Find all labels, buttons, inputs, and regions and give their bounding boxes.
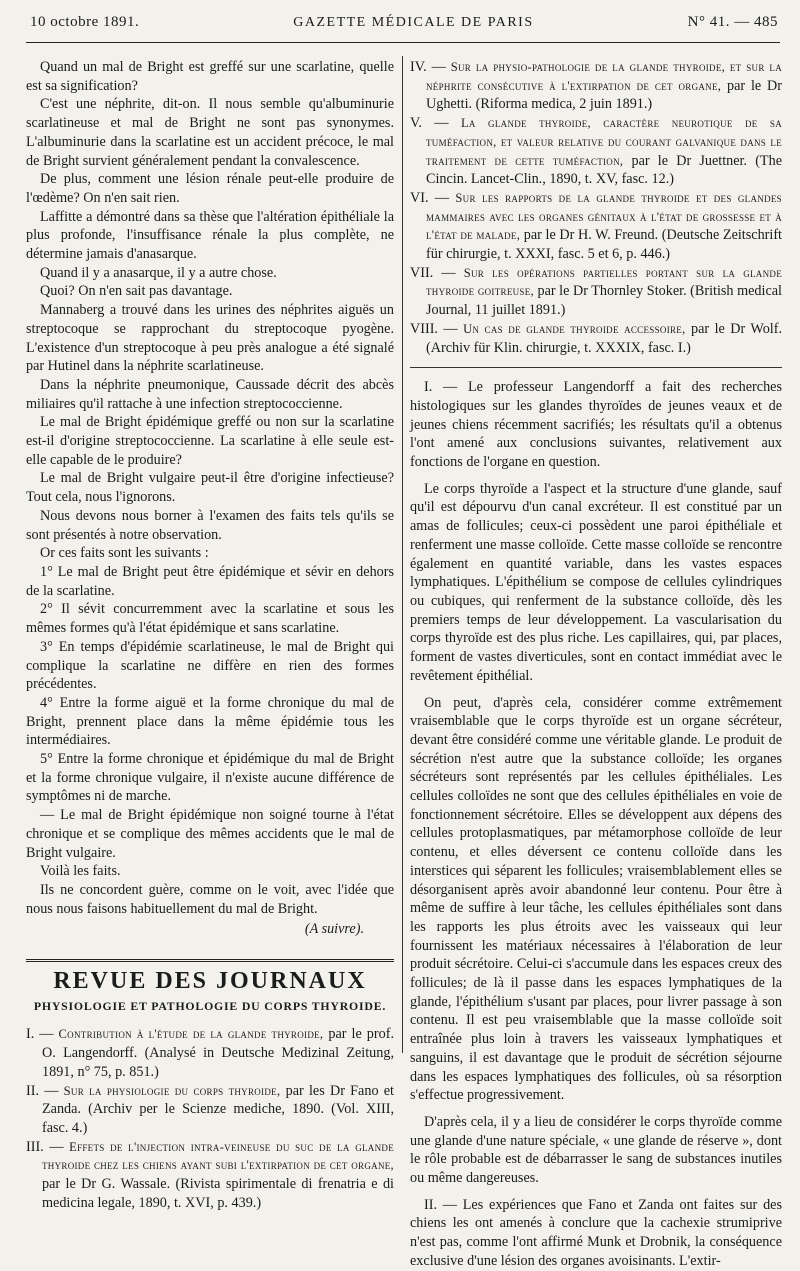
reference-source: par le Dr Thornley Stoker. (British medical Journal, 11 juillet 1891.) [426, 283, 782, 319]
section-rule [26, 959, 394, 962]
paragraph: Quand un mal de Bright est greffé sur une scarlatine, quelle est sa signification? [26, 59, 394, 94]
reference-source: par le prof. O. Langendorff. (Analysé in Deutsche Medizinal Zeitung, 1891, n° 75, p. 851.) [42, 1026, 394, 1080]
paragraph: D'après cela, il y a lieu de considérer le corps thyroïde comme une glande d'une nature spéciale, « une glande de réserve », dont le rôle probable est de débarrasser le sang de substances inutiles ou même dangereuses. [410, 1113, 782, 1187]
reference-number: VI. — [410, 189, 456, 206]
reference-title: Contribution à l'étude de la glande thyroide, [58, 1027, 324, 1042]
paragraph: C'est une néphrite, dit-on. Il nous semble qu'albuminurie scarlatineuse et mal de Bright ne sont pas synonymes. L'albuminurie dans la scarlatine est un accident précoce, le mal de Bright survient généralement pendant la convalescence. [26, 96, 394, 169]
paragraph: De plus, comment une lésion rénale peut-elle produire de l'œdème? On n'en sait rien. [26, 171, 394, 206]
left-column [26, 58, 395, 1211]
paragraph: — Le mal de Bright épidémique non soigné tourne à l'état chronique et se complique des mêmes accidents que le mal de Bright vulgaire. [26, 807, 394, 861]
paragraph: Or ces faits sont les suivants : [40, 545, 209, 562]
reference-number: IV. — [410, 59, 451, 75]
paragraph: On peut, d'après cela, considérer comme extrêmement vraisemblable que le corps thyroïde est un organe sécréteur, devant être considéré comme une véritable glande. Le produit de sécrétion n'est autre que la substance colloïde; les organes sécréteurs sont représentés par les cellules épithéliales. Les cellules colloïdes ne sont que des cellules épithéliales en voie de fonctionnement sécrétoire. Elles se développent aux dépens des cellules protoplasmatiques, par métamorphose colloïde de leur contenu, et elles déversent ce contenu colloïde dans les interstices qui séparent les follicules; vraisemblablement elles se désorganisent après avoir abandonné leur contenu. Pour être à même de suffire à leur tâche, les cellules épithéliales sont dans les rapports les plus étroits avec les vaisseaux qui leur fournissent les matériaux nécessaires à l'élaboration de leur produit sécrétoire. Celui-ci s'accumule dans les espaces creux des follicules; de là il passe dans les espaces lymphatiques de la glande, l'épithélium s'usant par places, pour livrer passage à son contenu. Il est peu vraisemblable que la masse colloïde soit entraînée plus loin à travers les vaisseaux lymphatiques et sanguins, il est davantage que le produit de sécrétion séjourne dans les espaces lymphatiques des follicules, où sa résorption s'effectue progressivement. [410, 694, 782, 1104]
reference-source: par le Dr H. W. Freund. (Deutsche Zeitschrift für chirurgie, t. XXXI, fasc. 5 et 6, p. 446.) [426, 227, 782, 263]
reference-entry [26, 1082, 394, 1138]
left-references [26, 1025, 394, 1212]
to-be-continued: (A suivre). [304, 921, 364, 938]
reference-title: Effets de l'injection intra-veineuse du suc de la glande thyroide chez les chiens ayant subi l'extirpation de cet organe, [42, 1139, 394, 1173]
reference-entry [26, 1138, 394, 1213]
paragraph: Voilà les faits. [40, 863, 121, 880]
reference-number: III. — [26, 1138, 70, 1155]
paragraph: II. — Les expériences que Fano et Zanda ont faites sur des chiens les ont amenés à conclure que la cachexie strumiprive n'est pas, comme l'ont affirmé Munk et Drobnik, la conséquence exclusive d'une lésion des organes avoisinants. L'extir- [410, 1196, 782, 1269]
reference-title: La glande thyroide, caractère neurotique de sa tuméfaction, et valeur relative du courant galvanique dans le traitement de cette tuméfaction, [426, 116, 782, 168]
paragraph: 5° Entre la forme chronique et épidémique du mal de Bright et la forme chronique vulgaire, il n'existe aucune différence de symptômes ni de marche. [26, 751, 394, 805]
reference-number: VII. — [410, 264, 464, 281]
column-divider [402, 56, 403, 1053]
paragraph: Le corps thyroïde a l'aspect et la structure d'une glande, sauf qu'il est dépourvu d'un canal excréteur. Il est constitué par un amas de follicules; ceux-ci possèdent une paroi épithéliale et renferment une masse colloïde. Cette masse colloïde se rencontre également en quantité variable, dans les vastes espaces lymphatiques. L'épithélium se compose de cellules cylindriques ou cubiques, qui renferment de la substance colloïde, dès les premiers temps de leur développement. La vascularisation du corps thyroïde est des plus riche. Les capillaires, qui, par places, forment de vastes diverticules, sont en contact immédiat avec le revêtement épithélial. [410, 480, 782, 684]
reference-entry [410, 264, 782, 320]
paragraph: Mannaberg a trouvé dans les urines des néphrites aiguës un streptocoque se rapprochant du streptocoque pyogène. L'existence d'un streptocoque à peu près analogue a été signalé par Hutinel dans la néphrite scarlatineuse. [26, 302, 394, 375]
paragraph: Laffitte a démontré dans sa thèse que l'altération épithéliale la plus profonde, l'insuffisance rénale la plus complète, ne détermine jamais d'anasarque. [26, 208, 394, 263]
reference-title: Sur la physiologie du corps thyroide, [63, 1083, 281, 1098]
journal-title: GAZETTE MÉDICALE DE PARIS [293, 15, 534, 30]
paragraph: Le mal de Bright épidémique greffé ou non sur la scarlatine est-il d'origine streptococcienne. La scarlatine à elle seule est-elle capable de le produire? [26, 414, 394, 468]
paragraph: 1° Le mal de Bright peut être épidémique et sévir en dehors de la scarlatine. [26, 563, 394, 599]
references-rule [410, 367, 782, 368]
reference-title: Sur les rapports de la glande thyroide et des glandes mammaires avec les organes génitaux à l'état de grossesse et à l'état de malade, [426, 190, 782, 243]
reference-number: VIII. — [410, 320, 464, 337]
header-rule [26, 42, 780, 43]
right-column [410, 58, 783, 1269]
reference-source: par le Dr Juettner. (The Cincin. Lancet-Clin., 1890, t. XV, fasc. 12.) [426, 152, 782, 188]
reference-entry [410, 320, 782, 357]
paragraph: 4° Entre la forme aiguë et la forme chronique du mal de Bright, prennent place dans la même épidémie tous les intermédiaires. [26, 694, 394, 749]
right-paragraphs [410, 378, 782, 1270]
reference-title: Sur la physio-pathologie de la glande thyroide, et sur la néphrite consécutive à l'extirpation de cet organe, [426, 60, 783, 93]
right-references [410, 58, 782, 357]
reference-source: par le Dr Wolf. (Archiv für Klin. chirurgie, t. XXXIX, fasc. I.) [426, 320, 782, 356]
paragraph: Quoi? On n'en sait pas davantage. [40, 283, 233, 300]
reference-source: par le Dr Ughetti. (Riforma medica, 2 juin 1891.) [426, 77, 782, 113]
issue-date: 10 octobre 1891. [30, 14, 140, 30]
reference-number: I. — [26, 1026, 59, 1043]
section-subtitle: PHYSIOLOGIE ET PATHOLOGIE DU CORPS THYROIDE. [33, 998, 387, 1013]
reference-number: V. — [410, 115, 461, 132]
paragraph: 2° Il sévit concurremment avec la scarlatine et sous les mêmes formes qu'à l'état épidémique et sans scarlatine. [26, 601, 394, 637]
section-title: REVUE DES JOURNAUX [53, 968, 367, 995]
reference-entry [26, 1025, 394, 1081]
paragraph: 3° En temps d'épidémie scarlatineuse, le mal de Bright qui complique la scarlatine ne diffère en rien des formes précédentes. [26, 638, 394, 693]
page-header [30, 14, 778, 36]
reference-title: Sur les opérations partielles portant sur la glande thyroide goitreuse, [426, 265, 782, 299]
reference-entry [410, 189, 782, 264]
left-paragraphs [26, 58, 394, 918]
reference-entry [410, 58, 782, 114]
reference-source: par le Dr G. Wassale. (Rivista spirimentale di frenatria e di medicina legale, 1890, t. XVI, p. 439.) [42, 1176, 394, 1211]
paragraph: Dans la néphrite pneumonique, Caussade décrit des abcès miliaires qu'il rattache à une infection streptococcienne. [26, 376, 394, 412]
page-number: N° 41. — 485 [687, 14, 778, 30]
paragraph: Quand il y a anasarque, il y a autre chose. [40, 264, 277, 281]
reference-source: par les Dr Fano et Zanda. (Archiv per le Scienze mediche, 1890. (Vol. XIII, fasc. 4.) [42, 1082, 395, 1136]
reference-entry [410, 114, 782, 189]
paragraph: Le mal de Bright vulgaire peut-il être d'origine infectieuse? Tout cela, nous l'ignorons. [26, 470, 394, 506]
reference-title: Un cas de glande thyroide accessoire, [463, 321, 686, 336]
paragraph: I. — Le professeur Langendorff a fait des recherches histologiques sur les glandes thyroïdes de jeunes veaux et de jeunes chiens récemment sacrifiés; les résultats qu'il a obtenus l'ont amené aux conclusions suivantes, relativement aux fonctions de l'organe en question. [410, 379, 782, 471]
paragraph: Nous devons nous borner à l'examen des faits tels qu'ils se sont présentés à notre observation. [26, 507, 394, 543]
reference-number: II. — [26, 1082, 64, 1099]
paragraph: Ils ne concordent guère, comme on le voit, avec l'idée que nous nous faisons habituellement du mal de Bright. [26, 881, 394, 917]
